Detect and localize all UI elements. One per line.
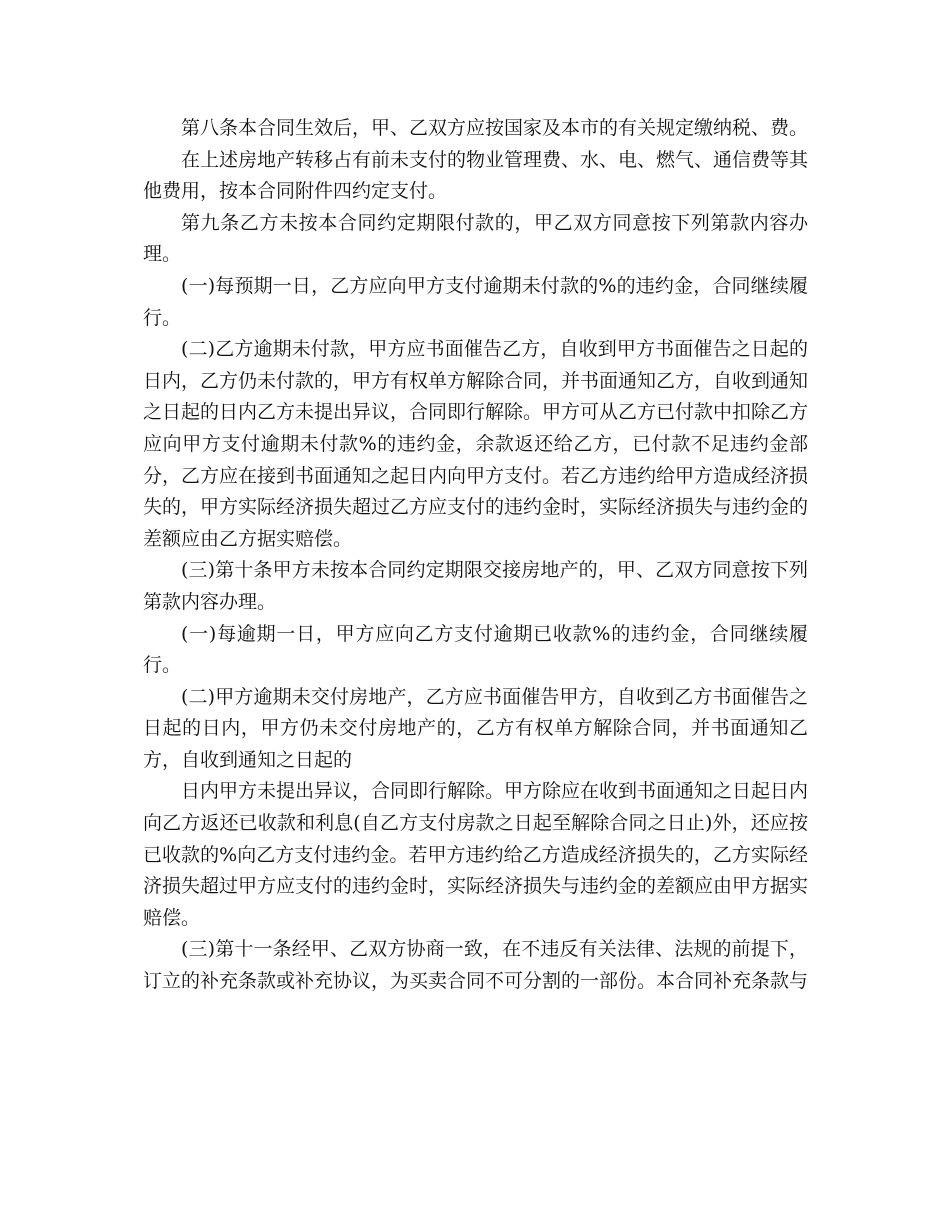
paragraph-article-10: (三)第十条甲方未按本合同约定期限交接房地产的，甲、乙双方同意按下列第款内容办理。 — [143, 559, 808, 613]
paragraph-article-10-item-2: (二)甲方逾期未交付房地产，乙方应书面催告甲方，自收到乙方书面催告之日起的日内，甲方仍未交付房地产的，乙方有权单方解除合同，并书面通知乙方，自收到通知之日起的 — [143, 685, 808, 771]
paragraph-article-9: 第九条乙方未按本合同约定期限付款的，甲乙双方同意按下列第款内容办理。 — [143, 211, 808, 266]
paragraph-article-10-item-1: (一)每逾期一日，甲方应向乙方支付逾期已收款%的违约金，合同继续履行。 — [143, 622, 808, 677]
paragraph-article-9-item-1: (一)每预期一日，乙方应向甲方支付逾期未付款的%的违约金，合同继续履行。 — [143, 274, 808, 329]
paragraph-article-10-item-2-continued: 日内甲方未提出异议，合同即行解除。甲方除应在收到书面通知之日起日内向乙方返还已收款和利息(自乙方支付房款之日起至解除合同之日止)外，还应按已收款的%向乙方支付违约金。若甲方违约给乙方造成经济损失的，乙方实际经济损失超过甲方应支付的违约金时，实际经济损失与违约金的差额应由甲方据实赔偿。 — [143, 780, 809, 929]
paragraph-article-11: (三)第十一条经甲、乙双方协商一致，在不违反有关法律、法规的前提下，订立的补充条款或补充协议，为买卖合同不可分割的一部份。本合同补充条款与 — [143, 938, 809, 993]
paragraph-property-fees: 在上述房地产转移占有前未支付的物业管理费、水、电、燃气、通信费等其他费用，按本合同附件四约定支付。 — [143, 148, 809, 203]
paragraph-article-8: 第八条本合同生效后，甲、乙双方应按国家及本市的有关规定缴纳税、费。 — [181, 117, 809, 139]
paragraph-article-9-item-2: (二)乙方逾期未付款，甲方应书面催告乙方，自收到甲方书面催告之日起的日内，乙方仍未付款的，甲方有权单方解除合同，并书面通知乙方，自收到通知之日起的日内乙方未提出异议，合同即行解除。甲方可从乙方已付款中扣除乙方应向甲方支付逾期未付款%的违约金，余款返还给乙方，已付款不足违约金部分，乙方应在接到书面通知之起日内向甲方支付。若乙方违约给甲方造成经济损失的，甲方实际经济损失超过乙方应支付的违约金时，实际经济损失与违约金的差额应由乙方据实赔偿。 — [143, 338, 809, 550]
document-body — [143, 113, 808, 998]
